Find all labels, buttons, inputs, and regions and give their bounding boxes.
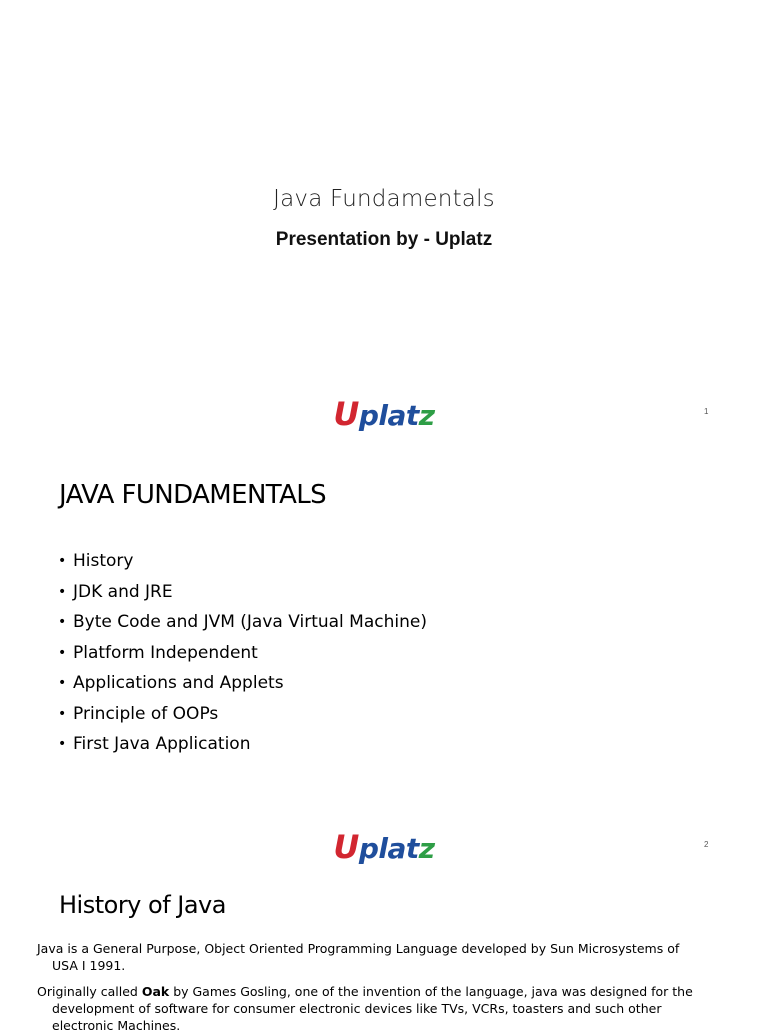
- list-item: [58, 639, 427, 670]
- bullet-icon: •: [58, 583, 67, 600]
- bullet-icon: •: [58, 675, 67, 691]
- paragraph-text: Originally called: [37, 984, 142, 999]
- list-item-text: History: [73, 551, 134, 571]
- logo-letter-u: U: [333, 395, 359, 433]
- slide-title: History of Java: [59, 891, 226, 919]
- presentation-title: Java Fundamentals: [273, 186, 495, 212]
- list-item-text: First Java Application: [73, 734, 251, 754]
- list-item-text: Applications and Applets: [73, 673, 284, 693]
- slide-1: [0, 0, 768, 434]
- paragraph: [37, 940, 727, 974]
- uplatz-logo: [0, 828, 768, 866]
- logo-letters-plat: plat: [358, 832, 419, 865]
- presentation-subtitle: Presentation by - Uplatz: [275, 229, 493, 250]
- paragraph: [37, 983, 727, 1034]
- slide-3: [0, 869, 768, 1033]
- paragraph-line: electronic Machines.: [52, 1018, 181, 1033]
- list-item: [58, 547, 427, 578]
- paragraph-line: Java is a General Purpose, Object Oriented Programming Language developed by Sun Microsystems of: [37, 941, 680, 956]
- bullet-icon: •: [58, 614, 67, 630]
- paragraph-line: USA I 1991.: [52, 958, 126, 973]
- list-item-text: JDK and JRE: [73, 581, 173, 602]
- list-item: [58, 700, 427, 731]
- logo-letter-u: U: [333, 828, 359, 866]
- slide-title: JAVA FUNDAMENTALS: [59, 480, 327, 510]
- slide-number: 1: [704, 407, 709, 416]
- list-item: [58, 730, 427, 761]
- topic-list: [58, 547, 427, 761]
- list-item-text: Platform Independent: [73, 642, 258, 663]
- slide-2: [0, 434, 768, 869]
- bullet-icon: •: [58, 705, 67, 722]
- paragraph-line: development of software for consumer electronic devices like TVs, VCRs, toasters and such other: [52, 1001, 662, 1016]
- logo-letter-z: z: [418, 399, 435, 432]
- logo-letters-plat: plat: [358, 399, 419, 432]
- bullet-icon: •: [58, 644, 67, 661]
- list-item-text: Principle of OOPs: [73, 703, 219, 724]
- bullet-icon: •: [58, 553, 67, 569]
- list-item: [58, 578, 427, 609]
- bullet-icon: •: [58, 736, 67, 752]
- list-item-text: Byte Code and JVM (Java Virtual Machine): [73, 612, 427, 632]
- paragraph-text: by Games Gosling, one of the invention of the language, java was designed for the: [169, 984, 693, 999]
- list-item: [58, 669, 427, 700]
- uplatz-logo: [0, 395, 768, 433]
- slide-number: 2: [704, 840, 709, 849]
- logo-letter-z: z: [418, 832, 435, 865]
- bold-term: Oak: [141, 984, 170, 999]
- list-item: [58, 608, 427, 639]
